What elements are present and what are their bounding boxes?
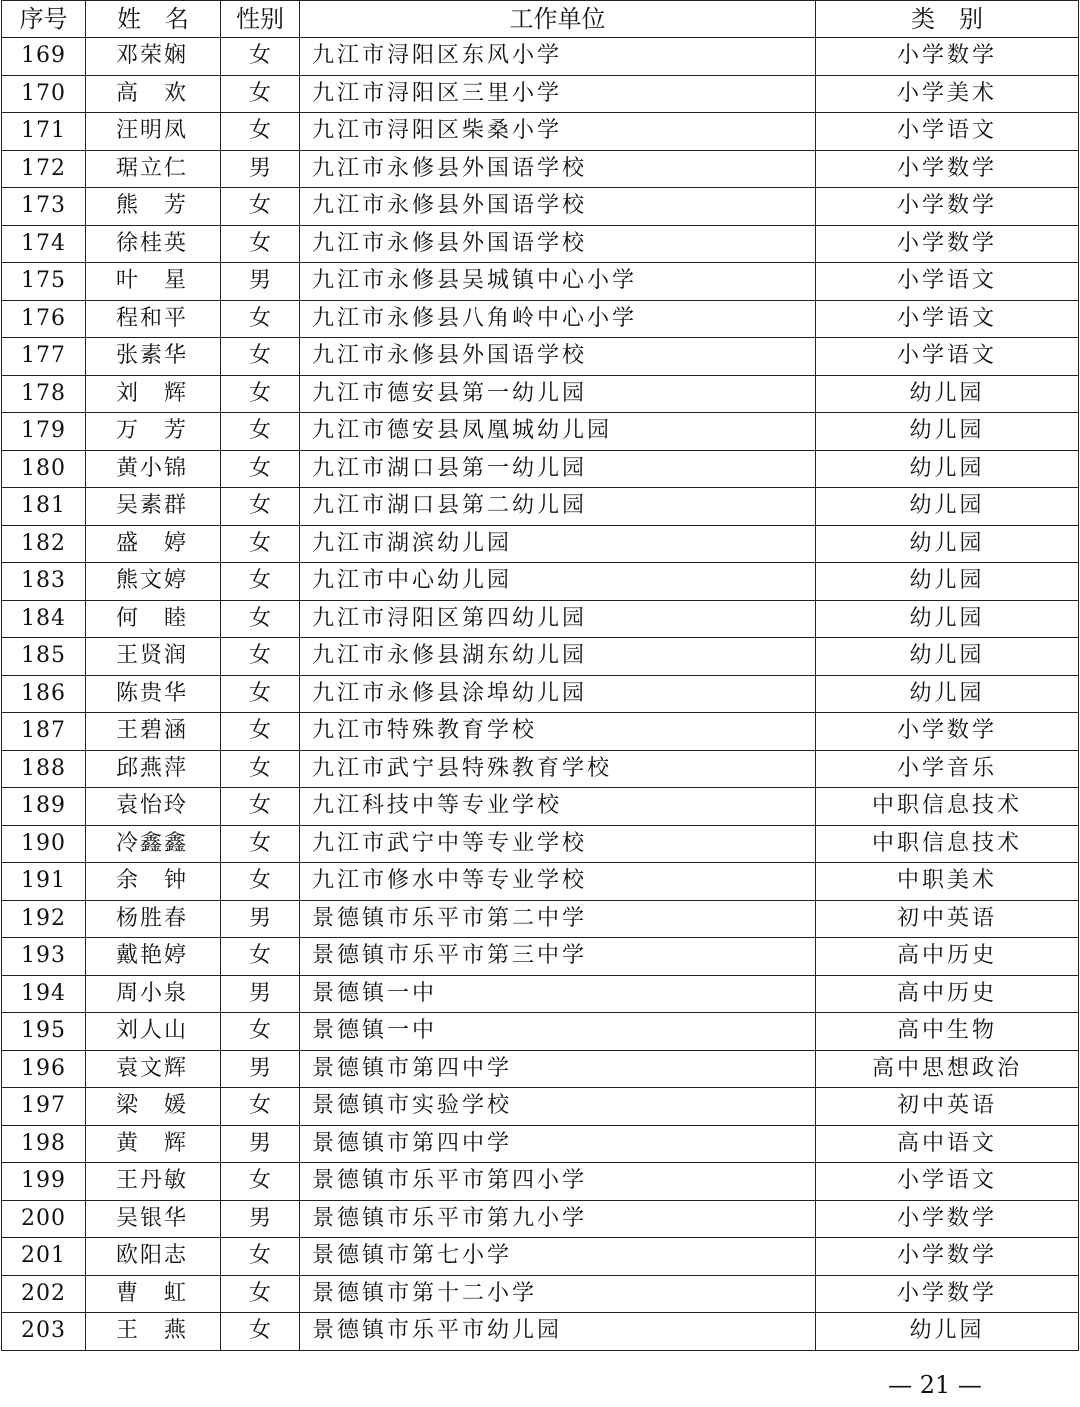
cell-serial-number: 200 — [2, 1200, 86, 1238]
cell-name: 欧阳志 — [86, 1238, 221, 1276]
header-category: 类 别 — [816, 1, 1079, 38]
cell-name: 梁 媛 — [86, 1088, 221, 1126]
cell-category: 幼儿园 — [816, 638, 1079, 676]
cell-gender: 女 — [221, 188, 300, 226]
table-row — [2, 863, 1079, 901]
cell-gender: 女 — [221, 450, 300, 488]
cell-gender: 女 — [221, 413, 300, 451]
cell-work-unit: 九江市中心幼儿园 — [300, 563, 816, 601]
cell-name: 王贤润 — [86, 638, 221, 676]
cell-category: 高中生物 — [816, 1013, 1079, 1051]
cell-gender: 女 — [221, 638, 300, 676]
cell-gender: 女 — [221, 375, 300, 413]
cell-work-unit: 景德镇市第四中学 — [300, 1050, 816, 1088]
cell-work-unit: 景德镇市乐平市第九小学 — [300, 1200, 816, 1238]
cell-category: 幼儿园 — [816, 563, 1079, 601]
table-header — [2, 1, 1079, 38]
cell-name: 王丹敏 — [86, 1163, 221, 1201]
cell-name: 刘 辉 — [86, 375, 221, 413]
cell-name: 高 欢 — [86, 75, 221, 113]
table-row — [2, 563, 1079, 601]
table-row — [2, 788, 1079, 826]
table-row — [2, 488, 1079, 526]
cell-serial-number: 195 — [2, 1013, 86, 1051]
cell-work-unit: 九江市永修县涂埠幼儿园 — [300, 675, 816, 713]
cell-category: 幼儿园 — [816, 1313, 1079, 1351]
cell-gender: 女 — [221, 1313, 300, 1351]
cell-gender: 男 — [221, 1200, 300, 1238]
cell-category: 小学语文 — [816, 300, 1079, 338]
cell-category: 中职信息技术 — [816, 825, 1079, 863]
cell-name: 张素华 — [86, 338, 221, 376]
cell-category: 幼儿园 — [816, 488, 1079, 526]
cell-work-unit: 景德镇一中 — [300, 1013, 816, 1051]
cell-category: 小学音乐 — [816, 750, 1079, 788]
cell-gender: 女 — [221, 38, 300, 76]
table-row — [2, 225, 1079, 263]
cell-gender: 女 — [221, 1013, 300, 1051]
cell-gender: 女 — [221, 750, 300, 788]
cell-category: 高中历史 — [816, 938, 1079, 976]
cell-serial-number: 196 — [2, 1050, 86, 1088]
cell-serial-number: 171 — [2, 113, 86, 151]
cell-work-unit: 景德镇市第七小学 — [300, 1238, 816, 1276]
cell-gender: 女 — [221, 113, 300, 151]
cell-work-unit: 景德镇市实验学校 — [300, 1088, 816, 1126]
cell-category: 小学语文 — [816, 1163, 1079, 1201]
cell-work-unit: 景德镇市乐平市第三中学 — [300, 938, 816, 976]
cell-serial-number: 186 — [2, 675, 86, 713]
cell-serial-number: 187 — [2, 713, 86, 751]
cell-serial-number: 172 — [2, 150, 86, 188]
cell-category: 高中语文 — [816, 1125, 1079, 1163]
table-row — [2, 525, 1079, 563]
cell-work-unit: 景德镇市第四中学 — [300, 1125, 816, 1163]
cell-gender: 女 — [221, 1088, 300, 1126]
cell-work-unit: 景德镇市乐平市第四小学 — [300, 1163, 816, 1201]
cell-gender: 女 — [221, 788, 300, 826]
header-work-unit: 工作单位 — [300, 1, 816, 38]
cell-serial-number: 189 — [2, 788, 86, 826]
cell-category: 初中英语 — [816, 1088, 1079, 1126]
cell-gender: 女 — [221, 563, 300, 601]
cell-serial-number: 180 — [2, 450, 86, 488]
cell-name: 黄小锦 — [86, 450, 221, 488]
cell-category: 小学语文 — [816, 338, 1079, 376]
table-row — [2, 1275, 1079, 1313]
table-row — [2, 188, 1079, 226]
cell-category: 小学数学 — [816, 713, 1079, 751]
cell-name: 冷鑫鑫 — [86, 825, 221, 863]
cell-category: 幼儿园 — [816, 675, 1079, 713]
table-body — [2, 38, 1079, 1351]
table-row — [2, 938, 1079, 976]
cell-serial-number: 199 — [2, 1163, 86, 1201]
cell-work-unit: 九江市武宁县特殊教育学校 — [300, 750, 816, 788]
cell-serial-number: 179 — [2, 413, 86, 451]
cell-name: 邱燕萍 — [86, 750, 221, 788]
cell-serial-number: 202 — [2, 1275, 86, 1313]
cell-work-unit: 景德镇市第十二小学 — [300, 1275, 816, 1313]
cell-work-unit: 九江市浔阳区三里小学 — [300, 75, 816, 113]
cell-work-unit: 九江市修水中等专业学校 — [300, 863, 816, 901]
cell-serial-number: 192 — [2, 900, 86, 938]
cell-work-unit: 景德镇一中 — [300, 975, 816, 1013]
table-row — [2, 1088, 1079, 1126]
cell-serial-number: 193 — [2, 938, 86, 976]
cell-serial-number: 182 — [2, 525, 86, 563]
cell-gender: 男 — [221, 150, 300, 188]
table-row — [2, 75, 1079, 113]
cell-gender: 女 — [221, 675, 300, 713]
table-row — [2, 825, 1079, 863]
cell-serial-number: 197 — [2, 1088, 86, 1126]
cell-category: 小学数学 — [816, 225, 1079, 263]
cell-gender: 女 — [221, 338, 300, 376]
cell-gender: 男 — [221, 975, 300, 1013]
cell-name: 曹 虹 — [86, 1275, 221, 1313]
table-row — [2, 375, 1079, 413]
cell-category: 幼儿园 — [816, 525, 1079, 563]
table-row — [2, 1050, 1079, 1088]
page-number: — 21 — — [888, 1371, 982, 1399]
cell-gender: 女 — [221, 825, 300, 863]
cell-gender: 男 — [221, 1125, 300, 1163]
cell-name: 熊文婷 — [86, 563, 221, 601]
cell-work-unit: 九江市浔阳区东风小学 — [300, 38, 816, 76]
header-serial-number: 序号 — [2, 1, 86, 38]
header-gender: 性别 — [221, 1, 300, 38]
cell-category: 高中思想政治 — [816, 1050, 1079, 1088]
cell-name: 杨胜春 — [86, 900, 221, 938]
cell-gender: 女 — [221, 488, 300, 526]
cell-gender: 女 — [221, 863, 300, 901]
cell-work-unit: 九江市湖口县第二幼儿园 — [300, 488, 816, 526]
cell-name: 陈贵华 — [86, 675, 221, 713]
table-row — [2, 750, 1079, 788]
cell-gender: 女 — [221, 1163, 300, 1201]
cell-name: 何 睦 — [86, 600, 221, 638]
cell-work-unit: 九江市永修县吴城镇中心小学 — [300, 263, 816, 301]
cell-serial-number: 181 — [2, 488, 86, 526]
cell-name: 盛 婷 — [86, 525, 221, 563]
table-row — [2, 413, 1079, 451]
cell-category: 幼儿园 — [816, 600, 1079, 638]
cell-serial-number: 191 — [2, 863, 86, 901]
table-row — [2, 450, 1079, 488]
cell-name: 戴艳婷 — [86, 938, 221, 976]
cell-work-unit: 九江市浔阳区第四幼儿园 — [300, 600, 816, 638]
cell-name: 袁怡玲 — [86, 788, 221, 826]
cell-serial-number: 175 — [2, 263, 86, 301]
cell-category: 初中英语 — [816, 900, 1079, 938]
cell-serial-number: 184 — [2, 600, 86, 638]
cell-gender: 女 — [221, 938, 300, 976]
cell-name: 熊 芳 — [86, 188, 221, 226]
cell-serial-number: 173 — [2, 188, 86, 226]
table-row — [2, 900, 1079, 938]
cell-work-unit: 九江市特殊教育学校 — [300, 713, 816, 751]
cell-work-unit: 九江市德安县凤凰城幼儿园 — [300, 413, 816, 451]
table-row — [2, 150, 1079, 188]
cell-gender: 女 — [221, 1238, 300, 1276]
table-row — [2, 1125, 1079, 1163]
cell-category: 小学数学 — [816, 1200, 1079, 1238]
cell-serial-number: 194 — [2, 975, 86, 1013]
table-row — [2, 638, 1079, 676]
cell-name: 王碧涵 — [86, 713, 221, 751]
cell-name: 吴素群 — [86, 488, 221, 526]
table-row — [2, 1238, 1079, 1276]
cell-gender: 女 — [221, 300, 300, 338]
cell-serial-number: 178 — [2, 375, 86, 413]
cell-gender: 女 — [221, 600, 300, 638]
cell-serial-number: 203 — [2, 1313, 86, 1351]
cell-category: 幼儿园 — [816, 450, 1079, 488]
cell-category: 中职美术 — [816, 863, 1079, 901]
cell-serial-number: 188 — [2, 750, 86, 788]
cell-work-unit: 九江市永修县八角岭中心小学 — [300, 300, 816, 338]
cell-category: 小学语文 — [816, 113, 1079, 151]
table-row — [2, 975, 1079, 1013]
cell-name: 程和平 — [86, 300, 221, 338]
cell-category: 小学数学 — [816, 1275, 1079, 1313]
cell-work-unit: 九江市永修县外国语学校 — [300, 150, 816, 188]
cell-work-unit: 九江市武宁中等专业学校 — [300, 825, 816, 863]
cell-name: 黄 辉 — [86, 1125, 221, 1163]
table-row — [2, 1013, 1079, 1051]
cell-gender: 男 — [221, 263, 300, 301]
cell-category: 小学美术 — [816, 75, 1079, 113]
cell-name: 袁文辉 — [86, 1050, 221, 1088]
cell-gender: 女 — [221, 525, 300, 563]
cell-category: 小学数学 — [816, 188, 1079, 226]
cell-category: 幼儿园 — [816, 413, 1079, 451]
table-row — [2, 263, 1079, 301]
cell-gender: 女 — [221, 1275, 300, 1313]
cell-gender: 女 — [221, 713, 300, 751]
cell-serial-number: 177 — [2, 338, 86, 376]
cell-work-unit: 九江市湖口县第一幼儿园 — [300, 450, 816, 488]
cell-serial-number: 201 — [2, 1238, 86, 1276]
cell-name: 汪明凤 — [86, 113, 221, 151]
cell-serial-number: 183 — [2, 563, 86, 601]
cell-work-unit: 九江市永修县外国语学校 — [300, 225, 816, 263]
cell-name: 徐桂英 — [86, 225, 221, 263]
cell-gender: 女 — [221, 75, 300, 113]
cell-work-unit: 景德镇市乐平市第二中学 — [300, 900, 816, 938]
cell-serial-number: 190 — [2, 825, 86, 863]
cell-work-unit: 九江市湖滨幼儿园 — [300, 525, 816, 563]
cell-work-unit: 九江市永修县湖东幼儿园 — [300, 638, 816, 676]
table-row — [2, 113, 1079, 151]
cell-work-unit: 九江市永修县外国语学校 — [300, 188, 816, 226]
header-row — [2, 1, 1079, 38]
cell-name: 吴银华 — [86, 1200, 221, 1238]
cell-gender: 男 — [221, 900, 300, 938]
cell-work-unit: 九江市永修县外国语学校 — [300, 338, 816, 376]
table-row — [2, 300, 1079, 338]
table-row — [2, 38, 1079, 76]
roster-table — [1, 0, 1079, 1351]
cell-serial-number: 174 — [2, 225, 86, 263]
cell-serial-number: 198 — [2, 1125, 86, 1163]
cell-gender: 男 — [221, 1050, 300, 1088]
table-row — [2, 1200, 1079, 1238]
cell-work-unit: 九江市浔阳区柴桑小学 — [300, 113, 816, 151]
cell-category: 高中历史 — [816, 975, 1079, 1013]
table-row — [2, 1163, 1079, 1201]
cell-work-unit: 九江科技中等专业学校 — [300, 788, 816, 826]
cell-serial-number: 169 — [2, 38, 86, 76]
cell-gender: 女 — [221, 225, 300, 263]
cell-name: 王 燕 — [86, 1313, 221, 1351]
table-row — [2, 338, 1079, 376]
cell-category: 小学数学 — [816, 38, 1079, 76]
cell-serial-number: 170 — [2, 75, 86, 113]
cell-category: 小学语文 — [816, 263, 1079, 301]
cell-category: 小学数学 — [816, 150, 1079, 188]
cell-name: 邓荣娴 — [86, 38, 221, 76]
header-name: 姓 名 — [86, 1, 221, 38]
cell-work-unit: 景德镇市乐平市幼儿园 — [300, 1313, 816, 1351]
cell-category: 中职信息技术 — [816, 788, 1079, 826]
cell-work-unit: 九江市德安县第一幼儿园 — [300, 375, 816, 413]
table-row — [2, 713, 1079, 751]
cell-serial-number: 176 — [2, 300, 86, 338]
cell-serial-number: 185 — [2, 638, 86, 676]
cell-name: 叶 星 — [86, 263, 221, 301]
cell-name: 刘人山 — [86, 1013, 221, 1051]
cell-category: 小学数学 — [816, 1238, 1079, 1276]
table-row — [2, 1313, 1079, 1351]
cell-name: 琚立仁 — [86, 150, 221, 188]
table-row — [2, 600, 1079, 638]
cell-name: 万 芳 — [86, 413, 221, 451]
table-row — [2, 675, 1079, 713]
cell-category: 幼儿园 — [816, 375, 1079, 413]
cell-name: 周小泉 — [86, 975, 221, 1013]
cell-name: 余 钟 — [86, 863, 221, 901]
